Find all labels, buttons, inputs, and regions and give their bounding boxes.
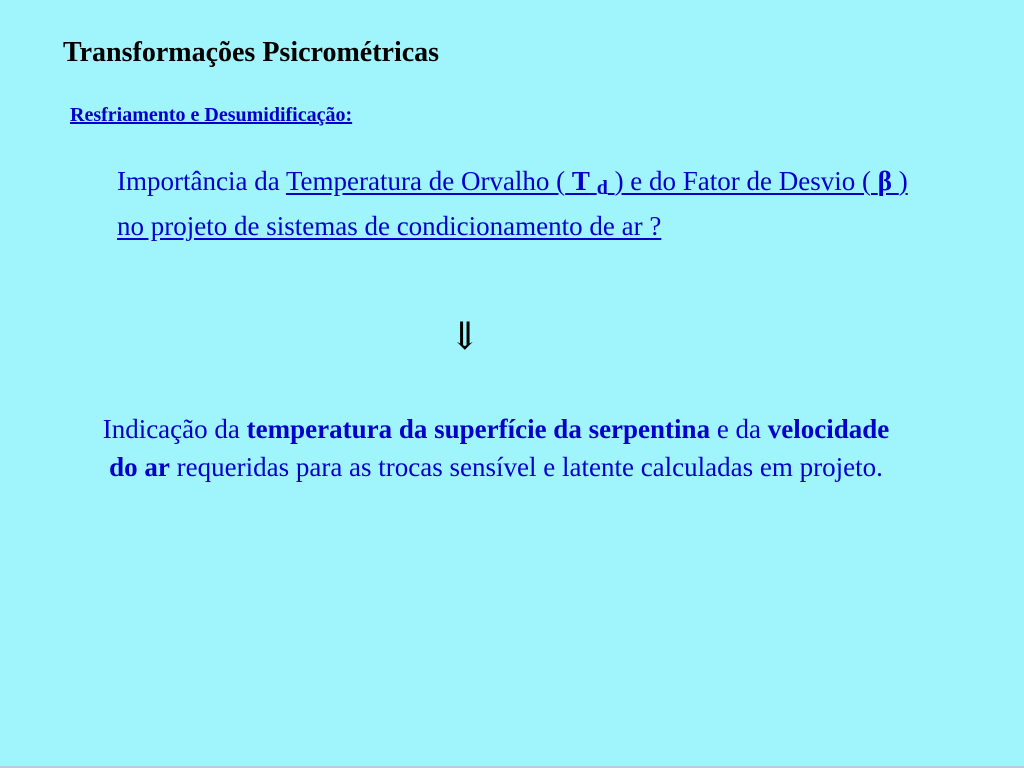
surface-temperature-emphasis: temperatura da superfície da serpentina — [246, 414, 711, 444]
answer-middle: e da — [716, 414, 768, 444]
question-text — [117, 162, 917, 245]
answer-prefix: Indicação da — [102, 414, 247, 444]
beta-symbol: β — [877, 166, 892, 196]
question-link-end: ) no projeto de sistemas de condicionamento de ar ? — [117, 166, 908, 241]
down-arrow-icon: ⇓ — [449, 316, 481, 358]
question-link-middle: ) e do Fator de Desvio ( — [614, 166, 871, 196]
question-prefix: Importância da — [117, 166, 286, 196]
dew-point-subscript: d — [596, 177, 608, 199]
dew-point-symbol: T — [571, 166, 590, 196]
air-velocity-emphasis: velocidade do ar — [109, 414, 890, 482]
answer-suffix: requeridas para as trocas sensível e latente calculadas em projeto. — [176, 452, 883, 482]
answer-text — [92, 410, 900, 486]
question-link-start: Temperatura de Orvalho ( — [285, 166, 566, 196]
slide-title: Transformações Psicrométricas — [63, 37, 440, 68]
slide-subtitle: Resfriamento e Desumidificação: — [70, 104, 353, 126]
